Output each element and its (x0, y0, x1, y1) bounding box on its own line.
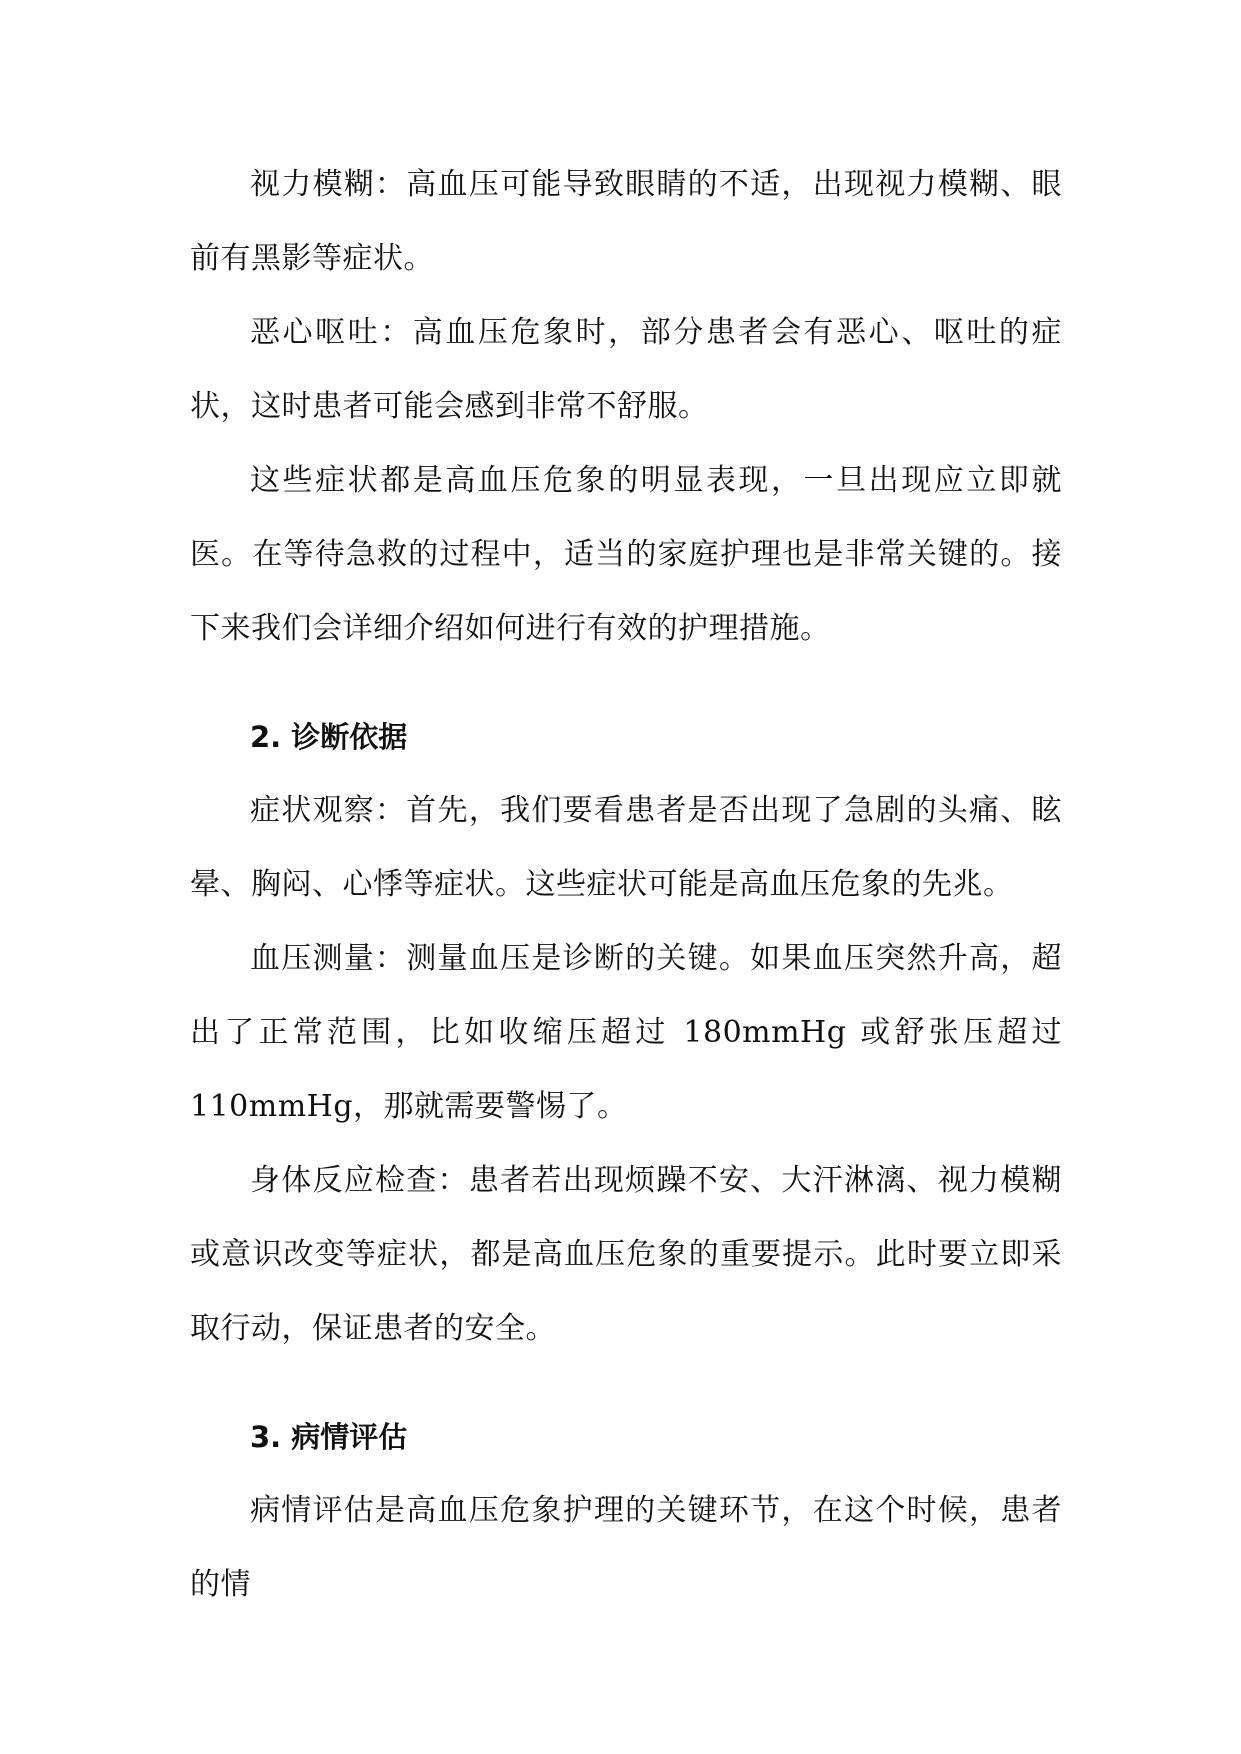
paragraph-body-reaction-check: 身体反应检查：患者若出现烦躁不安、大汗淋漓、视力模糊或意识改变等症状，都是高血压危象的重要提示。此时要立即采取行动，保证患者的安全。 (190, 1163, 1062, 1346)
paragraph-seek-medical-care: 这些症状都是高血压危象的明显表现，一旦出现应立即就医。在等待急救的过程中，适当的家庭护理也是非常关键的。接下来我们会详细介绍如何进行有效的护理措施。 (190, 463, 1062, 646)
paragraph-nausea-vomiting: 恶心呕吐：高血压危象时，部分患者会有恶心、呕吐的症状，这时患者可能会感到非常不舒服。 (190, 315, 1062, 424)
section-heading-diagnosis: 2. 诊断依据 (250, 720, 408, 754)
text-column (190, 148, 1062, 1622)
paragraph-blood-pressure-measurement: 血压测量：测量血压是诊断的关键。如果血压突然升高，超出了正常范围，比如收缩压超过 180mmHg 或舒张压超过 110mmHg，那就需要警惕了。 (190, 941, 1062, 1124)
section-heading-assessment: 3. 病情评估 (250, 1420, 408, 1454)
paragraph-blurred-vision: 视力模糊：高血压可能导致眼睛的不适，出现视力模糊、眼前有黑影等症状。 (190, 167, 1062, 276)
paragraph-condition-assessment: 病情评估是高血压危象护理的关键环节，在这个时候，患者的情 (190, 1493, 1062, 1602)
paragraph-symptom-observation: 症状观察：首先，我们要看患者是否出现了急剧的头痛、眩晕、胸闷、心悸等症状。这些症状可能是高血压危象的先兆。 (190, 793, 1062, 902)
